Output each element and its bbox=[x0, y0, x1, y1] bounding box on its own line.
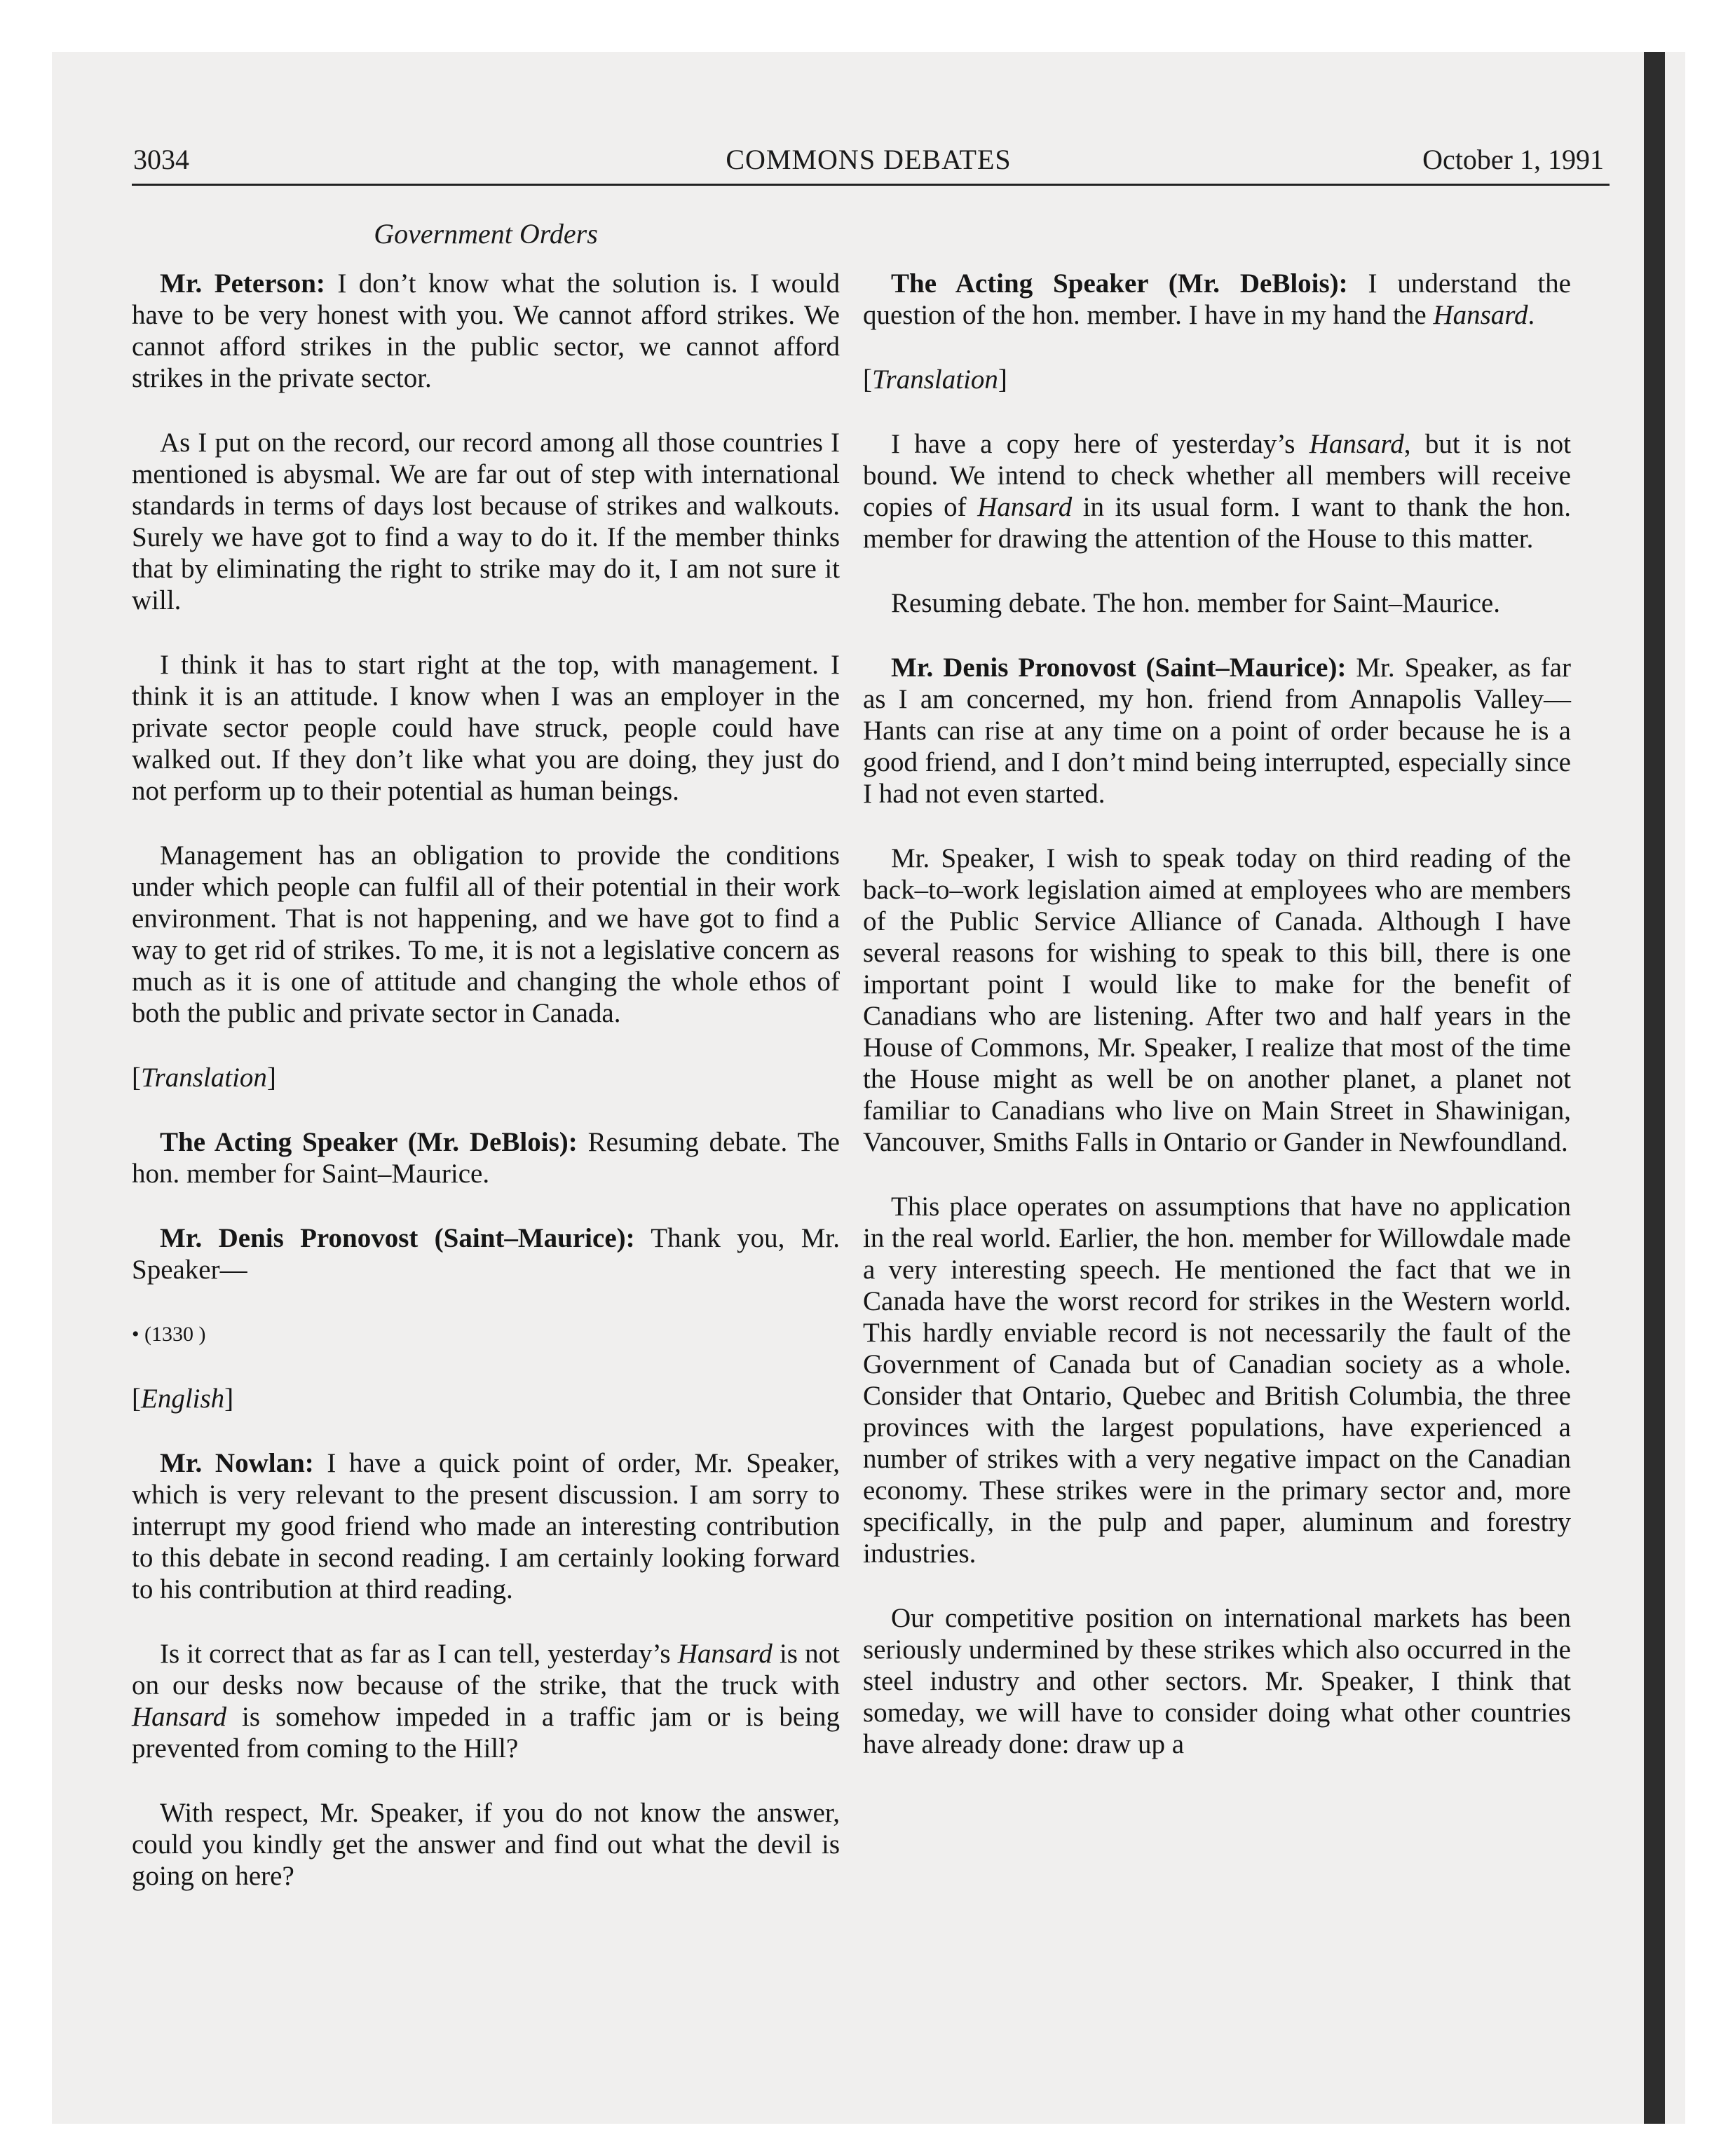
section-heading: Government Orders bbox=[374, 218, 598, 250]
paragraph bbox=[132, 268, 840, 394]
paragraph bbox=[132, 1447, 840, 1605]
paragraph-text: Mr. Speaker, as far as I am concerned, my hon. friend from Annapolis Valley—Hants can rise at any time on a point of order because he is a good friend, and I don’t mind being interrupted, especially since I had not even started. bbox=[863, 653, 1571, 809]
paragraph: Our competitive position on international markets has been seriously undermined by these strikes which also occurred in the steel industry and other sectors. Mr. Speaker, I think that someday, we will have to consider doing what other countries have already done: draw up a bbox=[863, 1603, 1571, 1759]
scanned-page bbox=[52, 52, 1685, 2124]
italic-title: Hansard bbox=[1433, 300, 1528, 330]
italic-title: Hansard bbox=[1309, 429, 1404, 459]
right-column bbox=[863, 268, 1571, 1793]
header-rule bbox=[132, 184, 1610, 186]
bracket: ] bbox=[998, 364, 1007, 395]
italic-title: Hansard bbox=[132, 1702, 227, 1732]
bracket: [ bbox=[863, 364, 872, 395]
italic-title: Hansard bbox=[977, 492, 1073, 522]
language-tag-word: Translation bbox=[872, 364, 998, 395]
paragraph: With respect, Mr. Speaker, if you do not know the answer, could you kindly get the answer and find out what the devil is going on here? bbox=[132, 1798, 840, 1891]
language-tag bbox=[132, 1062, 840, 1093]
bracket: [ bbox=[132, 1384, 141, 1414]
paragraph: Resuming debate. The hon. member for Saint–Maurice. bbox=[891, 588, 1500, 618]
paragraph bbox=[863, 428, 1571, 554]
paragraph bbox=[132, 1638, 840, 1764]
language-tag-word: Translation bbox=[141, 1063, 267, 1093]
paragraph bbox=[132, 1126, 840, 1189]
publication-date: October 1, 1991 bbox=[1422, 144, 1604, 175]
paragraph: Management has an obligation to provide the conditions under which people can fulfil all of their potential in their work environment. That is not happening, and we have got to find a way to get rid of strikes. To me, it is not a legislative concern as much as it is one of attitude and changing the whole ethos of both the public and private sector in Canada. bbox=[132, 840, 840, 1028]
paragraph bbox=[863, 268, 1571, 331]
paragraph-text: I have a quick point of order, Mr. Speaker, which is very relevant to the present discussion. I am sorry to interrupt my good friend who made an interesting contribution to this debate in second reading. I am certainly looking forward to his contribution at third reading. bbox=[132, 1448, 840, 1604]
bracket: ] bbox=[266, 1063, 276, 1093]
scan-edge-bar bbox=[1644, 52, 1665, 2124]
paragraph-text: I understand the question of the hon. member. I have in my hand the bbox=[863, 268, 1571, 330]
paragraph-text: Resuming debate. The hon. member for Saint–Maurice. bbox=[132, 1127, 840, 1189]
paragraph-text: is not on our desks now because of the strike, that the truck with bbox=[132, 1639, 840, 1700]
speaker-name: Mr. Denis Pronovost (Saint–Maurice): bbox=[160, 1223, 635, 1253]
paragraph-text: is somehow impeded in a traffic jam or is being prevented from coming to the Hill? bbox=[132, 1702, 840, 1763]
paragraph-text: Thank you, Mr. Speaker— bbox=[132, 1223, 840, 1285]
paragraph-text: in its usual form. I want to thank the hon. member for drawing the attention of the House to this matter. bbox=[863, 492, 1571, 554]
page-number: 3034 bbox=[133, 144, 189, 175]
paragraph: This place operates on assumptions that have no application in the real world. Earlier, the hon. member for Willowdale made a very interesting speech. He mentioned the fact that we in Canada have the worst record for strikes in the Western world. This hardly enviable record is not necessarily the fault of the Government of Canada but of Canadian society as a whole. Consider that Ontario, Quebec and British Columbia, the three provinces with the largest populations, have experienced a number of strikes with a very negative impact on the Canadian economy. These strikes were in the primary sector and, more specifically, in the pulp and paper, aluminum and forestry industries. bbox=[863, 1192, 1571, 1569]
paragraph bbox=[132, 1222, 840, 1285]
italic-title: Hansard bbox=[677, 1639, 773, 1669]
paragraph-text: Is it correct that as far as I can tell, yesterday’s bbox=[160, 1639, 678, 1669]
publication-title: COMMONS DEBATES bbox=[726, 144, 1012, 175]
speaker-name: The Acting Speaker (Mr. DeBlois): bbox=[160, 1127, 578, 1157]
paragraph: I think it has to start right at the top, with management. I think it is an attitude. I know when I was an employer in the private sector people could have struck, people could have walked out. If they don’t like what you are doing, they just do not perform up to their potential as human beings. bbox=[132, 650, 840, 806]
time-marker: • (1330 ) bbox=[132, 1323, 206, 1346]
paragraph-text: I have a copy here of yesterday’s bbox=[891, 429, 1309, 459]
language-tag bbox=[863, 364, 1571, 395]
language-tag-word: English bbox=[141, 1384, 225, 1414]
speaker-name: Mr. Peterson: bbox=[160, 268, 325, 299]
paragraph bbox=[863, 652, 1571, 810]
speaker-name: Mr. Denis Pronovost (Saint–Maurice): bbox=[891, 653, 1347, 683]
speaker-name: The Acting Speaker (Mr. DeBlois): bbox=[891, 268, 1348, 299]
speaker-name: Mr. Nowlan: bbox=[160, 1448, 314, 1478]
paragraph-text: , but it is not bound. We intend to check whether all members will receive copies of bbox=[863, 429, 1572, 522]
bracket: [ bbox=[132, 1063, 141, 1093]
left-column bbox=[132, 268, 840, 1925]
paragraph: Mr. Speaker, I wish to speak today on third reading of the back–to–work legislation aimed at employees who are members of the Public Service Alliance of Canada. Although I have several reasons for wishing to speak to this bill, there is one important point I would like to make for the benefit of Canadians who are listening. After two and half years in the House of Commons, Mr. Speaker, I realize that most of the time the House might as well be on another planet, a planet not familiar to Canadians who live on Main Street in Shawinigan, Vancouver, Smiths Falls in Ontario or Gander in Newfoundland. bbox=[863, 843, 1571, 1157]
paragraph-text: . bbox=[1528, 300, 1535, 330]
paragraph-text: I don’t know what the solution is. I would have to be very honest with you. We cannot afford strikes. We cannot afford strikes in the public sector, we cannot afford strikes in the private sector. bbox=[132, 268, 840, 393]
bracket: ] bbox=[224, 1384, 234, 1414]
paragraph: As I put on the record, our record among all those countries I mentioned is abysmal. We are far out of step with international standards in terms of days lost because of strikes and walkouts. Surely we have got to find a way to do it. If the member thinks that by eliminating the right to strike may do it, I am not sure it will. bbox=[132, 428, 840, 615]
language-tag bbox=[132, 1383, 840, 1414]
